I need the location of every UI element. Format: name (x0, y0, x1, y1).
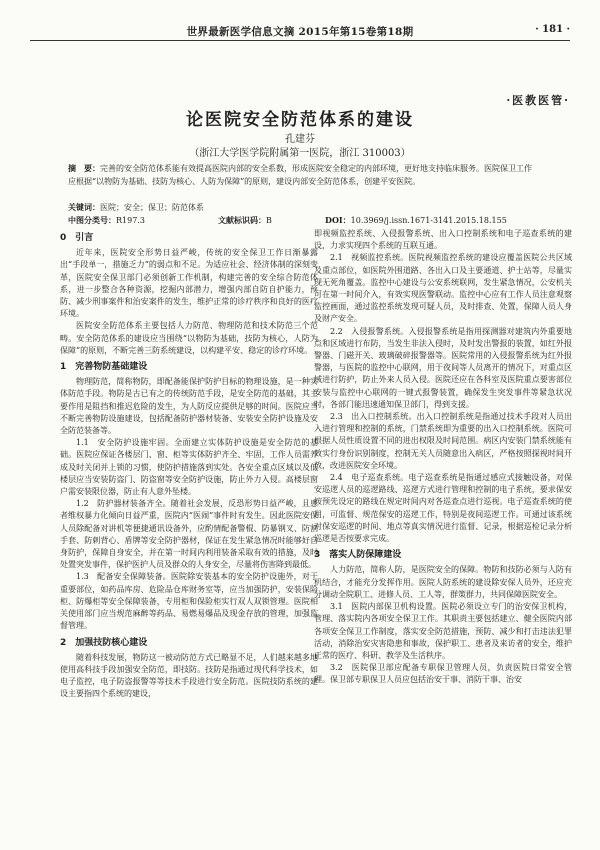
abstract (68, 162, 532, 188)
doi-value: 10.3969/j.issn.1671-3141.2015.18.155 (350, 215, 507, 225)
subsection-text: 出入口控制系统。出入口控制系统是指通过技术手段对人员出入进行管理和控制的系统，门禁系统即为重要的出入口控制系统。医院可根据人员性质设置不同的进出权限及时间范围。病区内安装门禁系统能有效实行身份识别制度，控制无关人员随意出入病区，严格按照探视时间开放，改进医院安全环境。 (314, 412, 573, 470)
article-title: 论医院安全防范体系的建设 (186, 110, 414, 130)
subsection-text: 医院保卫部应配备专职保卫管理人员，负责医院日常安全管理。保卫部专职保卫人员应包括治安干事、消防干事、治安 (314, 663, 572, 685)
subsection-number: 1.3 (76, 572, 89, 582)
subsection-number: 2.4 (330, 473, 343, 483)
subsection-text: 防护器材装备齐全。随着社会发展，反恐形势日益严峻，且患者维权暴力化倾向日益严重，医院内“医闹”事件时有发生。因此医院安保人员除配备对讲机等便捷通讯设备外，应酌情配备警棍、防暴钢叉、防割手套、防刺背心、盾牌等安全防护器材，保证在发生紧急情况时能够好自身防护，保障自身安全，并在第一时间内利用装备采取有效的措施，及时处置突发事件，保护医护人员及群众的人身安全，尽量将伤害降到最低。 (60, 499, 319, 570)
paragraph: 近年来，医院安全形势日益严峻，传统的安全保卫工作日渐暴露出“手段单一，措施乏力”的弱点和不足。为适应社会、经济体制的深刻变革，医院安全保卫部门必须创新工作机制，构建完善的安全综合防范体系，进一步整合各种资源，挖掘内部潜力，增强内部自防自护能力，预防、减少刑事案件和治安案件的发生，维护正常的诊疗秩序和良好的医疗环境。 (60, 248, 318, 319)
right-column (314, 228, 572, 687)
document-code-label: 文献标识码： (218, 214, 266, 225)
paragraph: 人力防范，简称人防，是医院安全的保障。物防和技防必须与人防有机结合，才能充分发挥作用。医院人防系统的建设除安保人员外，还应充分调动全院职工、进修人员、工人等，群策群力，共同保障医院安全。 (314, 565, 572, 599)
doi (325, 214, 507, 228)
paragraph: 医院安全防范体系主要包括人力防范、物理防范和技术防范三个范畴。安全防范体系的建设应当围绕“以物防为基础，技防为核心，人防为保障”的原则，不断完善三防系统建设，以构建平安、稳定的诊疗环境。 (60, 321, 318, 355)
subsection-text: 视频监控系统。医院视频监控系统的建设应覆盖医院公共区域及重点部位，如医院外围道路、各出入口及主要通道、护士站等，尽量实现无死角覆盖。监控中心建设与公安系统联网，发生紧急情况，公安机关可在第一时间介入，有效实现医警联动。监控中心应有工作人员注意观察监控画面，通过监控系统发现可疑人员，及时排查、处置，保障人员人身及财产安全。 (314, 253, 573, 324)
section-heading-2: 2 加强技防核心建设 (60, 637, 148, 648)
subsection-number: 2.1 (330, 253, 343, 263)
classification (68, 214, 145, 228)
subsection-number: 2.3 (330, 412, 343, 422)
document-code (218, 214, 272, 228)
subsection-1-1 (60, 437, 318, 498)
subsection-number: 1.2 (76, 499, 89, 509)
left-column (60, 228, 318, 701)
paragraph-continued: 即视频监控系统、入侵报警系统、出入口控制系统和电子巡查系统的建设，力求实现四个系统的互联互通。 (314, 229, 572, 251)
subsection-text: 电子巡查系统。电子巡查系统是指通过感应式接触设备，对保安巡逻人员的巡逻路线、巡逻方式进行管理和控制的电子系统，要求保安按预先设定的路线在规定时间内对各巡查点进行巡视。电子巡查系统的使用，可监督、规范保安的巡逻工作，特别是夜间巡逻工作。可通过该系统对保安巡逻的时间、地点等真实情况进行监督、记录，根据巡检记录分析巡逻是否按要求完成。 (314, 473, 573, 544)
subsection-3-1 (314, 601, 572, 662)
identifiers-row (68, 214, 570, 227)
subsection-text: 入侵报警系统。入侵报警系统是指用探测器对建筑内外重要地点和区域进行布防，当发生非法入侵时，及时发出警报的装置，如红外报警器、门磁开关、玻璃破碎报警器等。医院常用的入侵报警系统为红外报警器，与医院的监控中心联网，用于夜间等人员离开的情况下，对重点区域进行防护，防止外来人员入侵。医院还应在各科室及医院重点要害部位安装与监控中心联网的一键式报警装置，确保发生突发事件等紧急状况时，各部门能迅速通知保卫部门，得到支援。 (314, 326, 573, 409)
subsection-number: 2.2 (330, 326, 343, 336)
subsection-text: 医院内部保卫机构设置。医院必须设立专门的治安保卫机构，管理、落实院内各项安全保卫工作。其职责主要包括建立、健全医院内部各项安全保卫工作制度，落实安全防范措施，预防、减少和打击违法犯罪活动，消除治安灾害隐患和事故，保护职工、患者及来访者的安全，维护正常的医疗、科研、教学及生活秩序。 (314, 602, 573, 660)
subsection-number: 3.1 (330, 602, 343, 612)
keywords-label: 关键词： (68, 202, 100, 212)
affiliation: （浙江大学医学院附属第一医院，浙江 310003） (189, 148, 411, 159)
section-heading-3: 3 落实人防保障建设 (314, 550, 402, 561)
abstract-text: 完善的安全防范体系能有效提高医院内部的安全系数，形成医院安全稳定的内部环境，更好地支持临床服务。医院保卫工作应根据“以物防为基础、技防为核心、人防为保障”的原则，建设内部安全防范体系，创建平安医院。 (68, 164, 532, 186)
author: 孔建芬 (285, 134, 315, 145)
subsection-1-2 (60, 498, 318, 571)
classification-label: 中图分类号： (68, 214, 116, 225)
doi-label: DOI： (325, 214, 351, 225)
subsection-text: 安全防护设施牢固。全面建立实体防护设施是安全防范的基础。医院应保证各楼层门、窗、柜等实体防护齐全、牢固，工作人员需养成及时关闭并上锁的习惯，使防护措施落到实处。各安全重点区域以及低楼层应当安装防盗门、防盗窗等安全防护设施，防止外力入侵。高楼层窗户需安装限位器，防止有人意外坠楼。 (60, 438, 318, 497)
document-code-value: B (266, 215, 272, 225)
classification-value: R197.3 (116, 215, 145, 225)
subsection-1-3 (60, 571, 318, 632)
paragraph: 随着科技发展，物防这一被动防范方式已略显不足，人们越来越多地使用高科技手段加强安全防范，即技防。技防是指通过现代科学技术，如电子监控，电子防盗报警等等技术手段进行安全防范。医院技防系统的建设主要指四个系统的建设， (60, 652, 318, 699)
paragraph: 物理防范，简称物防，即配备能保护防护目标的物理设施，是一种实体防范手段。物防是古已有之的传统防范手段，是安全防范的基础，其主要作用是阻挡和推迟危险的发生，为人防反应提供足够的时间。医院应当不断完善物防设施建设，包括配备防护器材装备、安装安全防护设施及安全防范装备等。 (60, 377, 318, 436)
subsection-number: 3.2 (330, 663, 343, 673)
keywords-text: 医院；安全；保卫；防范体系 (100, 203, 204, 212)
subsection-2-1 (314, 252, 572, 325)
page-number: · 181 · (535, 24, 570, 35)
article-metadata (68, 201, 570, 226)
subsection-3-2 (314, 662, 572, 686)
running-header (30, 22, 570, 41)
subsection-2-2 (314, 326, 572, 411)
abstract-label: 摘 要： (68, 163, 100, 173)
subsection-2-3 (314, 411, 572, 472)
subsection-2-4 (314, 472, 572, 545)
subsection-text: 配备安全保障装备。医院除安装基本的安全防护设施外，对于重要部位，如药品库房、危险品仓库财务室等，应当加强防护，安装保险柜、防爆柜等安全保障装备，专用柜和保险柜实行双人双锁管理。医院相关使用部门应当规范麻醉等药品、易燃易爆品及现金存放的管理，加强监督管理。 (60, 572, 319, 631)
keywords-row (68, 201, 570, 214)
subsection-number: 1.1 (76, 438, 89, 448)
section-heading-0: 0 引言 (60, 233, 94, 243)
column-tag: ·医教医管· (506, 94, 570, 107)
section-heading-1: 1 完善物防基础建设 (60, 362, 148, 373)
journal-name: 世界最新医学信息文摘 2015年第15卷第18期 (186, 26, 414, 38)
